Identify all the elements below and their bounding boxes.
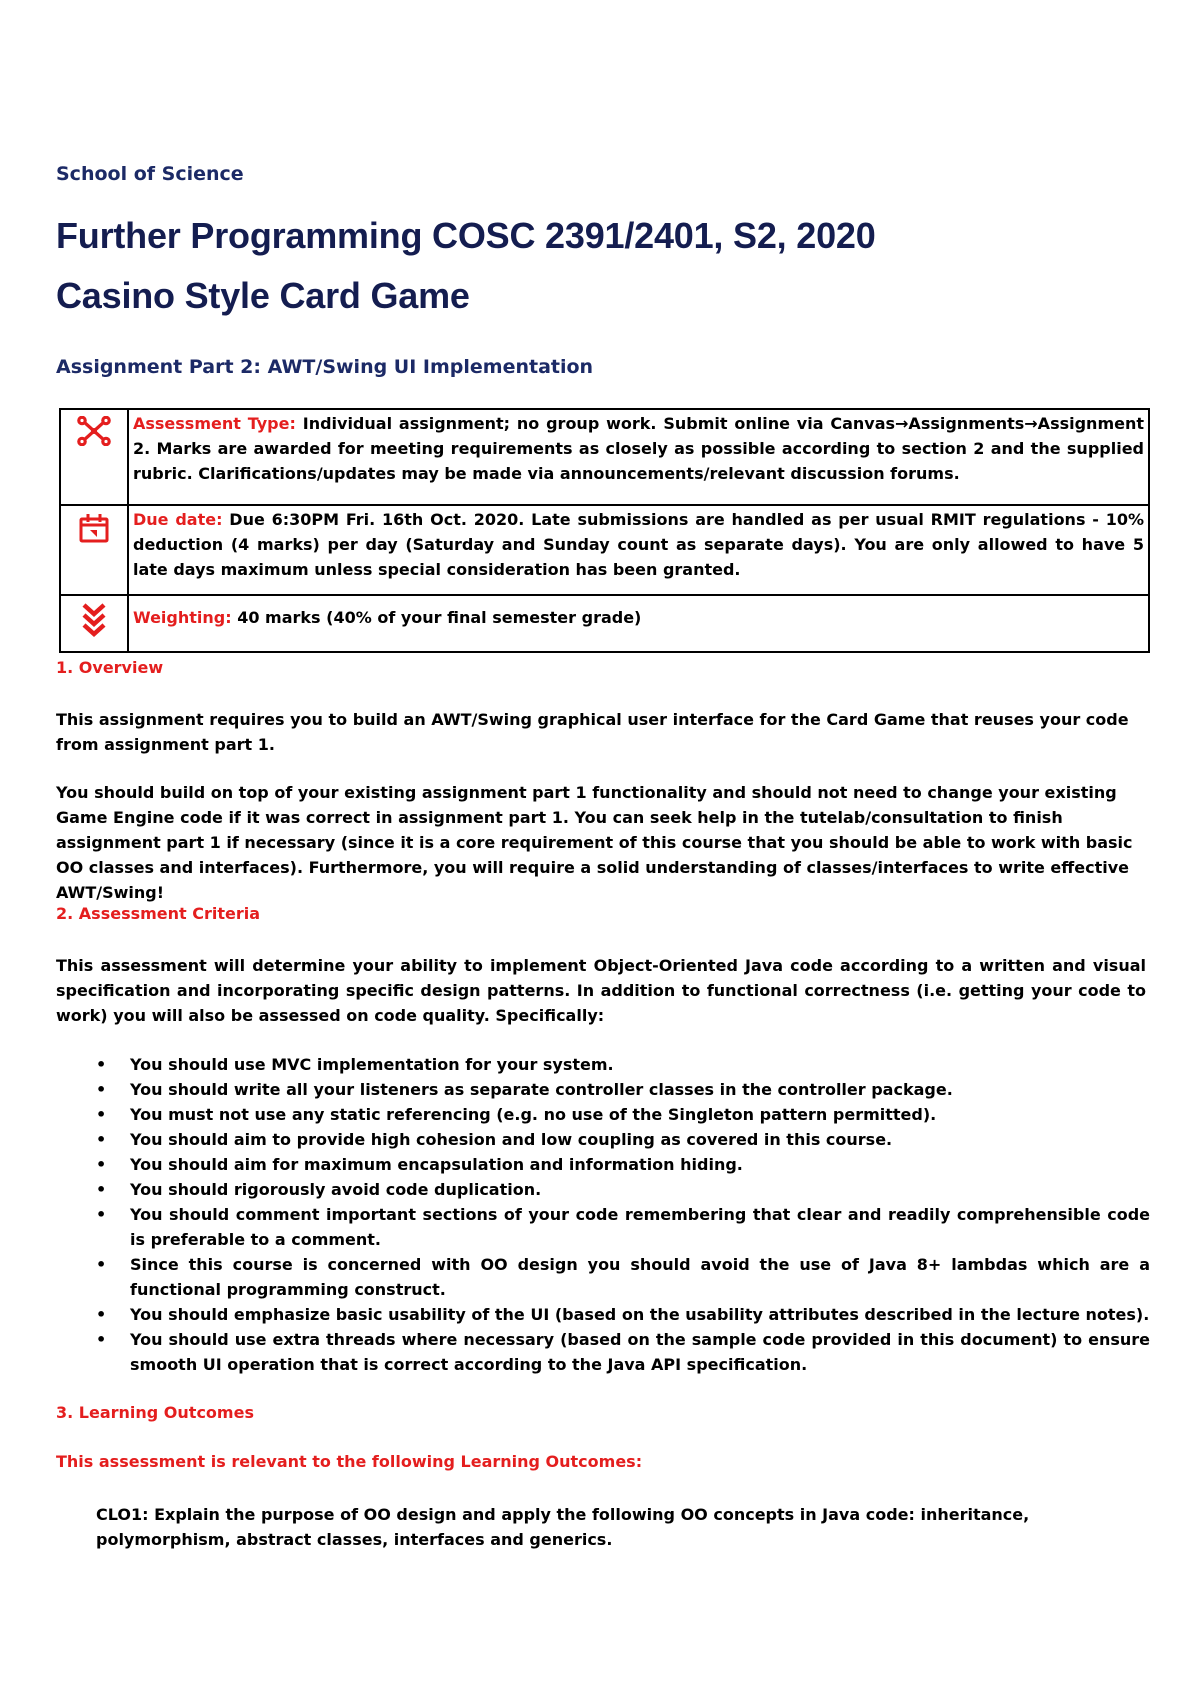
bullet-icon: •: [96, 1330, 107, 1349]
network-icon: [61, 416, 127, 446]
bullet-icon: •: [96, 1155, 107, 1174]
list-item: • You should write all your listeners as separate controller classes in the controller package.: [96, 1077, 1150, 1102]
assignment-subtitle: Assignment Part 2: AWT/Swing UI Implementation: [56, 356, 594, 378]
criteria-intro: This assessment will determine your ability to implement Object-Oriented Java code according to a written and visual specification and incorporating specific design patterns. In addition to functional correctness (i.e. getting your code to work) you will also be assessed on code quality. Specifically:: [56, 956, 1146, 1025]
info-icon-cell: [60, 595, 128, 652]
weighting-text: 40 marks (40% of your final semester grade): [237, 608, 642, 627]
overview-heading: 1. Overview: [56, 658, 164, 677]
weighting-label: Weighting:: [133, 608, 232, 627]
info-icon-cell: [60, 409, 128, 505]
course-title: Further Programming COSC 2391/2401, S2, 2020: [56, 215, 876, 256]
clo1-text: CLO1: Explain the purpose of OO design and apply the following OO concepts in Java code: inheritance, polymorphism, abstract classes, interfaces and generics.: [96, 1505, 1030, 1549]
list-item: • You should use MVC implementation for your system.: [96, 1052, 1150, 1077]
outcomes-relevance: This assessment is relevant to the following Learning Outcomes:: [56, 1452, 643, 1471]
list-item: • Since this course is concerned with OO design you should avoid the use of Java 8+ lambdas which are a functional programming construct.: [96, 1252, 1150, 1302]
info-text-cell: [128, 409, 1149, 505]
list-item: • You should rigorously avoid code duplication.: [96, 1177, 1150, 1202]
info-row-assessment-type: [60, 409, 1149, 505]
list-item: • You should aim to provide high cohesion and low coupling as covered in this course.: [96, 1127, 1150, 1152]
bullet-icon: •: [96, 1105, 107, 1124]
info-text-cell: [128, 595, 1149, 652]
list-item: • You should emphasize basic usability of the UI (based on the usability attributes described in the lecture notes).: [96, 1302, 1150, 1327]
bullet-icon: •: [96, 1305, 107, 1324]
criteria-list: [96, 1052, 1150, 1377]
assignment-title: Casino Style Card Game: [56, 275, 470, 316]
info-icon-cell: [60, 505, 128, 595]
info-text-cell: [128, 505, 1149, 595]
due-date-label: Due date:: [133, 510, 223, 529]
outcomes-heading: 3. Learning Outcomes: [56, 1403, 254, 1422]
criteria-heading: 2. Assessment Criteria: [56, 904, 261, 923]
calendar-icon: [61, 512, 127, 544]
school-name: School of Science: [56, 163, 244, 185]
bullet-icon: •: [96, 1205, 107, 1224]
bullet-icon: •: [96, 1080, 107, 1099]
overview-paragraph-1: This assignment requires you to build an AWT/Swing graphical user interface for the Card Game that reuses your code from assignment part 1.: [56, 710, 1129, 754]
overview-paragraph-2: You should build on top of your existing assignment part 1 functionality and should not need to change your existing Game Engine code if it was correct in assignment part 1. You can seek help in the tutelab/consultation to finish assignment part 1 if necessary (since it is a core requirement of this course that you should be able to work with basic OO classes and interfaces). Furthermore, you will require a solid understanding of classes/interfaces to write effective AWT/Swing!: [56, 783, 1133, 902]
list-item: • You must not use any static referencing (e.g. no use of the Singleton pattern permitted).: [96, 1102, 1150, 1127]
chevrons-down-icon: [61, 602, 127, 638]
due-date-text: Due 6:30PM Fri. 16th Oct. 2020. Late submissions are handled as per usual RMIT regulations - 10% deduction (4 marks) per day (Saturday and Sunday count as separate days). You are only allowed to have 5 late days maximum unless special consideration has been granted.: [133, 510, 1145, 579]
bullet-icon: •: [96, 1180, 107, 1199]
list-item: • You should use extra threads where necessary (based on the sample code provided in this document) to ensure smooth UI operation that is correct according to the Java API specification.: [96, 1327, 1150, 1377]
list-item: • You should aim for maximum encapsulation and information hiding.: [96, 1152, 1150, 1177]
info-row-due-date: [60, 505, 1149, 595]
info-row-weighting: [60, 595, 1149, 652]
bullet-icon: •: [96, 1255, 107, 1274]
assessment-type-text: Individual assignment; no group work. Submit online via Canvas→Assignments→Assignment 2. Marks are awarded for meeting requirements as closely as possible according to section 2 and the supplied rubric. Clarifications/updates may be made via announcements/relevant discussion forums.: [133, 414, 1145, 483]
bullet-icon: •: [96, 1130, 107, 1149]
assessment-type-label: Assessment Type:: [133, 414, 296, 433]
assessment-info-table: [59, 408, 1150, 653]
list-item: • You should comment important sections of your code remembering that clear and readily comprehensible code is preferable to a comment.: [96, 1202, 1150, 1252]
bullet-icon: •: [96, 1055, 107, 1074]
